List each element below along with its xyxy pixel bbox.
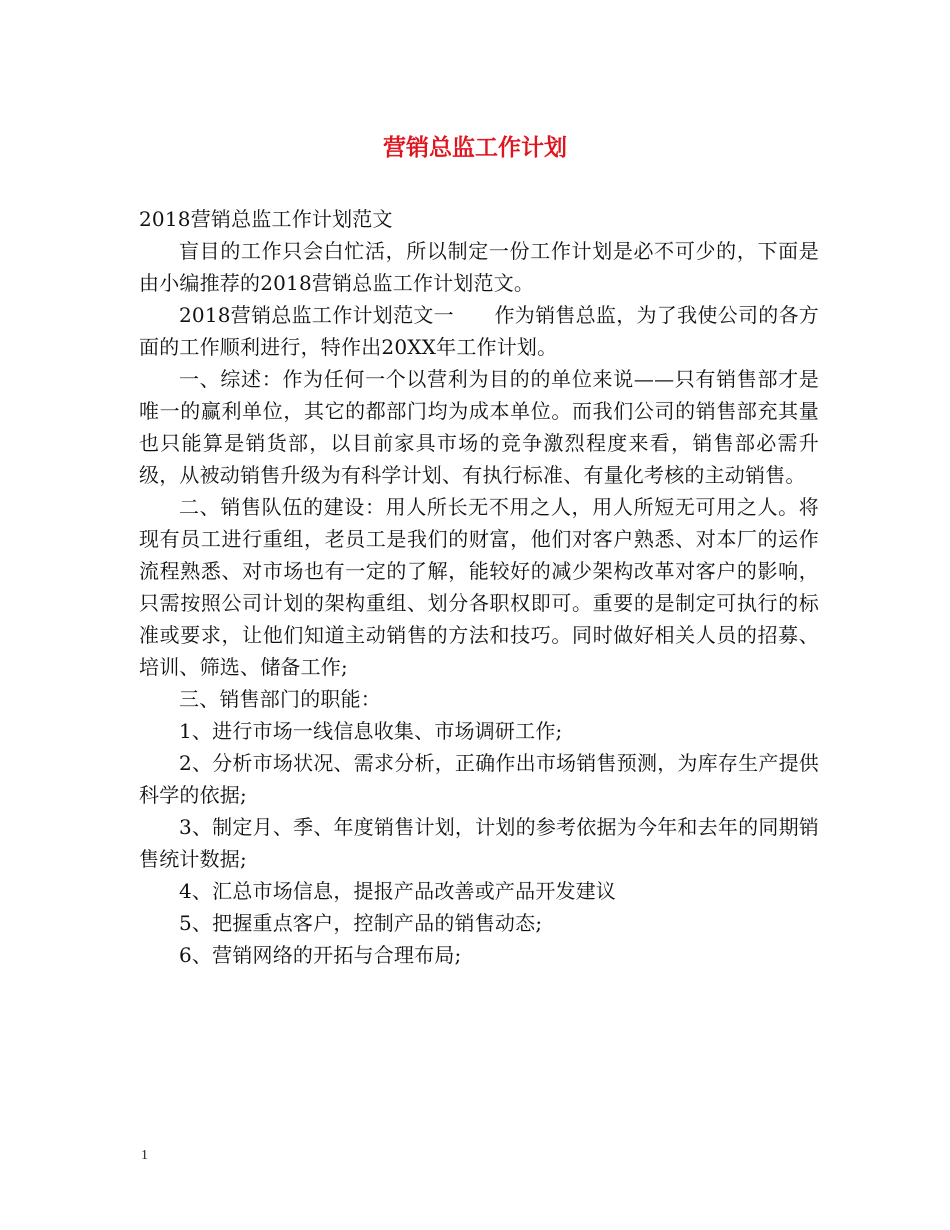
paragraph-department-functions: 三、销售部门的职能： [179, 687, 381, 711]
list-item-5: 5、把握重点客户，控制产品的销售动态; [179, 911, 543, 935]
document-subtitle: 2018营销总监工作计划范文 [139, 207, 393, 231]
list-item-4: 4、汇总市场信息，提报产品改善或产品开发建议 [179, 879, 617, 903]
paragraph-team-building: 二、销售队伍的建设：用人所长无不用之人，用人所短无可用之人。将现有员工进行重组，老员工是我们的财富，他们对客户熟悉、对本厂的运作流程熟悉、对市场也有一定的了解，能较好的减少架构改革对客户的影响，只需按照公司计划的架构重组、划分各职权即可。重要的是制定可执行的标准或要求，让他们知道主动销售的方法和技巧。同时做好相关人员的招募、培训、筛选、储备工作; [139, 495, 819, 679]
list-item-6: 6、营销网络的开拓与合理布局; [179, 943, 462, 967]
list-item-3: 3、制定月、季、年度销售计划，计划的参考依据为今年和去年的同期销售统计数据; [139, 815, 819, 871]
paragraph-intro: 盲目的工作只会白忙活，所以制定一份工作计划是必不可少的，下面是由小编推荐的2018营销总监工作计划范文。 [139, 239, 819, 295]
list-item-1: 1、进行市场一线信息收集、市场调研工作; [179, 719, 563, 743]
list-item-2: 2、分析市场状况、需求分析，正确作出市场销售预测，为库存生产提供科学的依据; [139, 751, 819, 807]
paragraph-sample-one: 2018营销总监工作计划范文一 作为销售总监，为了我使公司的各方面的工作顺利进行，特作出20XX年工作计划。 [139, 303, 819, 359]
page-number: 1 [141, 1148, 148, 1163]
paragraph-overview: 一、综述：作为任何一个以营利为目的的单位来说——只有销售部才是唯一的赢利单位，其它的都部门均为成本单位。而我们公司的销售部充其量也只能算是销货部，以目前家具市场的竞争激烈程度来看，销售部必需升级，从被动销售升级为有科学计划、有执行标准、有量化考核的主动销售。 [139, 367, 819, 487]
document-body [139, 203, 819, 971]
document-title: 营销总监工作计划 [383, 134, 567, 161]
